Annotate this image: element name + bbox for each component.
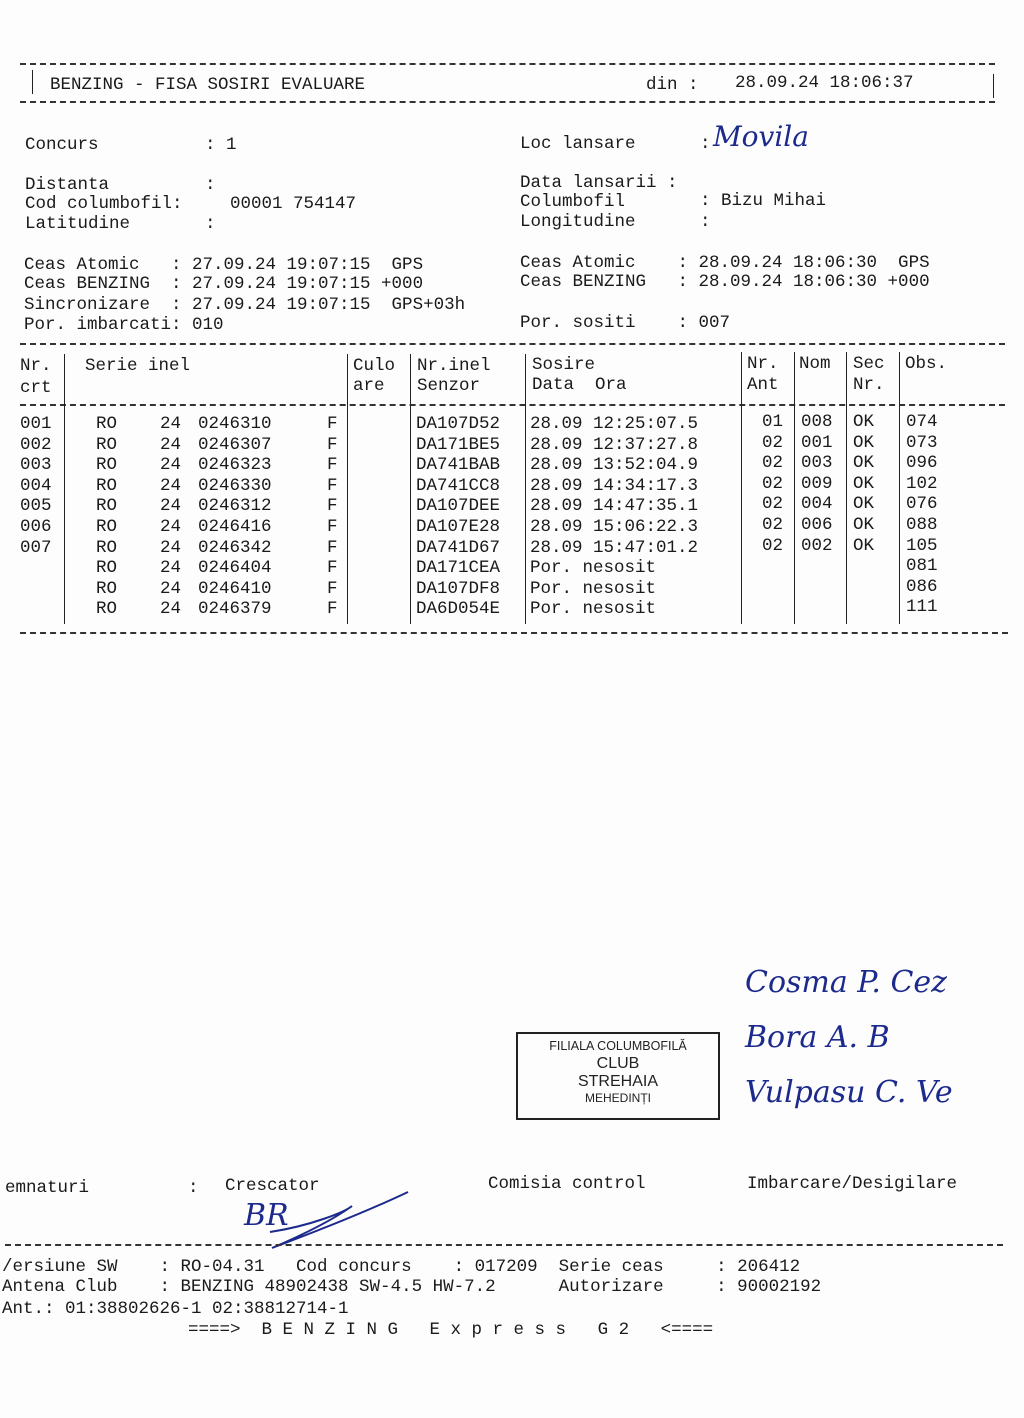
cell-sex: F	[327, 537, 338, 558]
footer-line-3: Ant.: 01:38802626-1 02:38812714-1	[2, 1299, 349, 1319]
cell-country: RO	[96, 537, 118, 558]
cell-country: RO	[96, 455, 118, 476]
cell-arrival: 28.09 14:34:17.3	[530, 475, 699, 496]
col-data-ora-header: Data Ora	[532, 375, 627, 395]
cell-year: 24	[160, 434, 182, 455]
report-date-label: din :	[646, 75, 699, 95]
cell-nr: 006	[20, 517, 52, 537]
cell-sensor: DA741D67	[416, 537, 501, 558]
col-nr-header-2: crt	[20, 378, 52, 398]
col-ant-header: Nr.	[747, 354, 779, 374]
cell-sex: F	[327, 455, 338, 476]
stamp-line-2: CLUB	[596, 1055, 640, 1072]
cell-obs: 086	[906, 576, 938, 597]
cod-columbofil-label: Cod columbofil:	[25, 194, 183, 214]
latitudine-sep: :	[205, 214, 216, 234]
cell-antenna: 02	[762, 515, 784, 535]
footer-divider	[5, 1244, 1003, 1246]
cell-antenna: 01	[762, 412, 784, 432]
cell-ring: 0246404	[198, 558, 272, 579]
cell-nr: 004	[20, 475, 52, 496]
cell-obs: 081	[906, 556, 938, 577]
cell-sec: OK	[853, 535, 875, 556]
data-lansarii-label: Data lansarii :	[520, 173, 678, 193]
cell-ring: 0246310	[198, 414, 272, 434]
cell-sec: OK	[853, 432, 875, 453]
col-serie-header: Serie inel	[85, 356, 191, 376]
cell-sex: F	[327, 434, 338, 455]
semnaturi-sep: :	[188, 1178, 199, 1198]
loc-lansare-label: Loc lansare	[520, 134, 636, 154]
cell-obs: 105	[906, 535, 938, 556]
cell-arrival: Por. nesosit	[530, 558, 657, 579]
concurs-label: Concurs	[25, 135, 99, 155]
col-sosire-header: Sosire	[532, 355, 596, 375]
cell-antenna: 02	[762, 432, 784, 453]
cell-sensor: DA741BAB	[416, 455, 501, 476]
cell-year: 24	[160, 455, 182, 476]
cell-year: 24	[160, 537, 182, 558]
cell-sensor: DA107D52	[416, 414, 501, 434]
cell-antenna: 02	[762, 535, 784, 556]
cell-country: RO	[96, 434, 118, 455]
cell-ring: 0246312	[198, 496, 272, 517]
concurs-value: : 1	[205, 135, 237, 155]
cell-arrival: 28.09 12:25:07.5	[530, 414, 699, 434]
cell-country: RO	[96, 599, 118, 620]
distanta-label: Distanta	[25, 175, 110, 195]
cell-sec: OK	[853, 473, 875, 494]
cell-arrival: 28.09 15:47:01.2	[530, 537, 699, 558]
cell-year: 24	[160, 475, 182, 496]
col-sec-header: Sec	[853, 354, 885, 374]
cell-sex: F	[327, 517, 338, 537]
cell-obs: 088	[906, 515, 938, 535]
imbarcare-label: Imbarcare/Desigilare	[747, 1174, 958, 1194]
col-nr-header: Nr.	[20, 356, 52, 376]
cell-country: RO	[96, 475, 118, 496]
cell-obs: 076	[906, 494, 938, 515]
cell-year: 24	[160, 414, 182, 434]
cell-nom: 004	[801, 494, 833, 515]
cell-nr: 002	[20, 434, 52, 455]
col-senzor-header: Senzor	[417, 376, 481, 396]
cell-sensor: DA107E28	[416, 517, 501, 537]
cell-sec: OK	[853, 412, 875, 432]
report-datetime: 28.09.24 18:06:37	[735, 73, 914, 93]
col-sec-header-2: Nr.	[853, 375, 885, 395]
cell-sex: F	[327, 578, 338, 599]
cell-sec: OK	[853, 515, 875, 535]
cell-obs: 102	[906, 473, 938, 494]
stamp-line-1: FILIALA COLUMBOFILĂ	[549, 1039, 687, 1053]
clock-right-line-1: Ceas Atomic : 28.09.24 18:06:30 GPS	[520, 253, 930, 273]
cell-antenna: 02	[762, 473, 784, 494]
cell-year: 24	[160, 496, 182, 517]
cell-sex: F	[327, 414, 338, 434]
clock-left-line-3: Sincronizare : 27.09.24 19:07:15 GPS+03h	[24, 295, 466, 315]
crescator-label: Crescator	[225, 1176, 320, 1196]
footer-banner: ====> B E N Z I N G E x p r e s s G 2 <====	[188, 1320, 714, 1340]
cell-sec: OK	[853, 494, 875, 515]
cell-year: 24	[160, 558, 182, 579]
cell-sensor: DA107DF8	[416, 578, 501, 599]
cell-year: 24	[160, 599, 182, 620]
cell-arrival: Por. nesosit	[530, 578, 657, 599]
clock-left-line-2: Ceas BENZING : 27.09.24 19:07:15 +000	[24, 274, 424, 294]
cell-nom: 006	[801, 515, 833, 535]
cell-sensor: DA171BE5	[416, 434, 501, 455]
cell-sensor: DA171CEA	[416, 558, 501, 579]
cell-ring: 0246330	[198, 475, 272, 496]
cell-obs: 074	[906, 412, 938, 432]
loc-lansare-sep: :	[700, 134, 711, 154]
footer-line-2: Antena Club : BENZING 48902438 SW-4.5 HW-7.2 Autorizare : 90002192	[2, 1277, 822, 1297]
cell-arrival: Por. nesosit	[530, 599, 657, 620]
cell-obs: 073	[906, 432, 938, 453]
cell-antenna: 02	[762, 453, 784, 474]
cell-sex: F	[327, 475, 338, 496]
cell-nom: 008	[801, 412, 833, 432]
cell-nr: 003	[20, 455, 52, 476]
longitudine-sep: :	[700, 212, 711, 232]
col-obs-header: Obs.	[905, 354, 948, 374]
cell-arrival: 28.09 15:06:22.3	[530, 517, 699, 537]
col-ant-header-2: Ant	[747, 375, 779, 395]
distanta-sep: :	[205, 175, 216, 195]
cod-columbofil-value: 00001 754147	[230, 194, 357, 214]
cell-arrival: 28.09 14:47:35.1	[530, 496, 699, 517]
crescator-signature: BR	[244, 1198, 289, 1233]
cell-country: RO	[96, 517, 118, 537]
cell-ring: 0246307	[198, 434, 272, 455]
latitudine-label: Latitudine	[25, 214, 131, 234]
semnaturi-label: emnaturi	[5, 1178, 90, 1198]
cell-antenna: 02	[762, 494, 784, 515]
cell-nom: 001	[801, 432, 833, 453]
loc-lansare-handwritten: Movila	[713, 120, 809, 153]
columbofil-label: Columbofil	[520, 192, 626, 212]
cell-nr: 007	[20, 537, 52, 558]
cell-ring: 0246342	[198, 537, 272, 558]
cell-nr: 001	[20, 414, 52, 434]
stamp-line-4: MEHEDINȚI	[585, 1091, 651, 1105]
cell-ring: 0246416	[198, 517, 272, 537]
stamp-line-3: STREHAIA	[577, 1073, 658, 1090]
cell-nom: 003	[801, 453, 833, 474]
cell-year: 24	[160, 578, 182, 599]
cell-obs: 096	[906, 453, 938, 474]
cell-nom: 002	[801, 535, 833, 556]
cell-year: 24	[160, 517, 182, 537]
col-culoare-header: Culo	[353, 356, 396, 376]
cell-sex: F	[327, 496, 338, 517]
report-title: BENZING - FISA SOSIRI EVALUARE	[50, 75, 366, 95]
cell-sec: OK	[853, 453, 875, 474]
cell-country: RO	[96, 578, 118, 599]
col-inel-header: Nr.inel	[417, 356, 491, 376]
clock-left-line-4: Por. imbarcati: 010	[24, 315, 224, 335]
clock-left-line-1: Ceas Atomic : 27.09.24 19:07:15 GPS	[24, 255, 424, 275]
clock-right-line-2: Ceas BENZING : 28.09.24 18:06:30 +000	[520, 272, 930, 292]
col-culoare-header-2: are	[353, 376, 385, 396]
cell-country: RO	[96, 414, 118, 434]
cell-ring: 0246323	[198, 455, 272, 476]
cell-obs: 111	[906, 597, 938, 618]
cell-arrival: 28.09 13:52:04.9	[530, 455, 699, 476]
cell-sex: F	[327, 558, 338, 579]
cell-ring: 0246379	[198, 599, 272, 620]
cell-nr: 005	[20, 496, 52, 517]
cell-sensor: DA6D054E	[416, 599, 501, 620]
cell-arrival: 28.09 12:37:27.8	[530, 434, 699, 455]
col-nom-header: Nom	[799, 354, 831, 374]
columbofil-value: : Bizu Mihai	[700, 191, 827, 211]
cell-sensor: DA741CC8	[416, 475, 501, 496]
handwritten-signature-3: Vulpasu C. Ve	[745, 1075, 953, 1110]
cell-country: RO	[96, 558, 118, 579]
cell-nom: 009	[801, 473, 833, 494]
cell-ring: 0246410	[198, 578, 272, 599]
cell-country: RO	[96, 496, 118, 517]
clock-right-line-4: Por. sositi : 007	[520, 313, 731, 333]
handwritten-signature-1: Cosma P. Cez	[745, 965, 947, 1000]
cell-sensor: DA107DEE	[416, 496, 501, 517]
cell-sex: F	[327, 599, 338, 620]
handwritten-signature-2: Bora A. B	[745, 1020, 890, 1055]
footer-line-1: /ersiune SW : RO-04.31 Cod concurs : 017209 Serie ceas : 206412	[2, 1257, 801, 1277]
comisia-control-label: Comisia control	[488, 1174, 646, 1194]
longitudine-label: Longitudine	[520, 212, 636, 232]
